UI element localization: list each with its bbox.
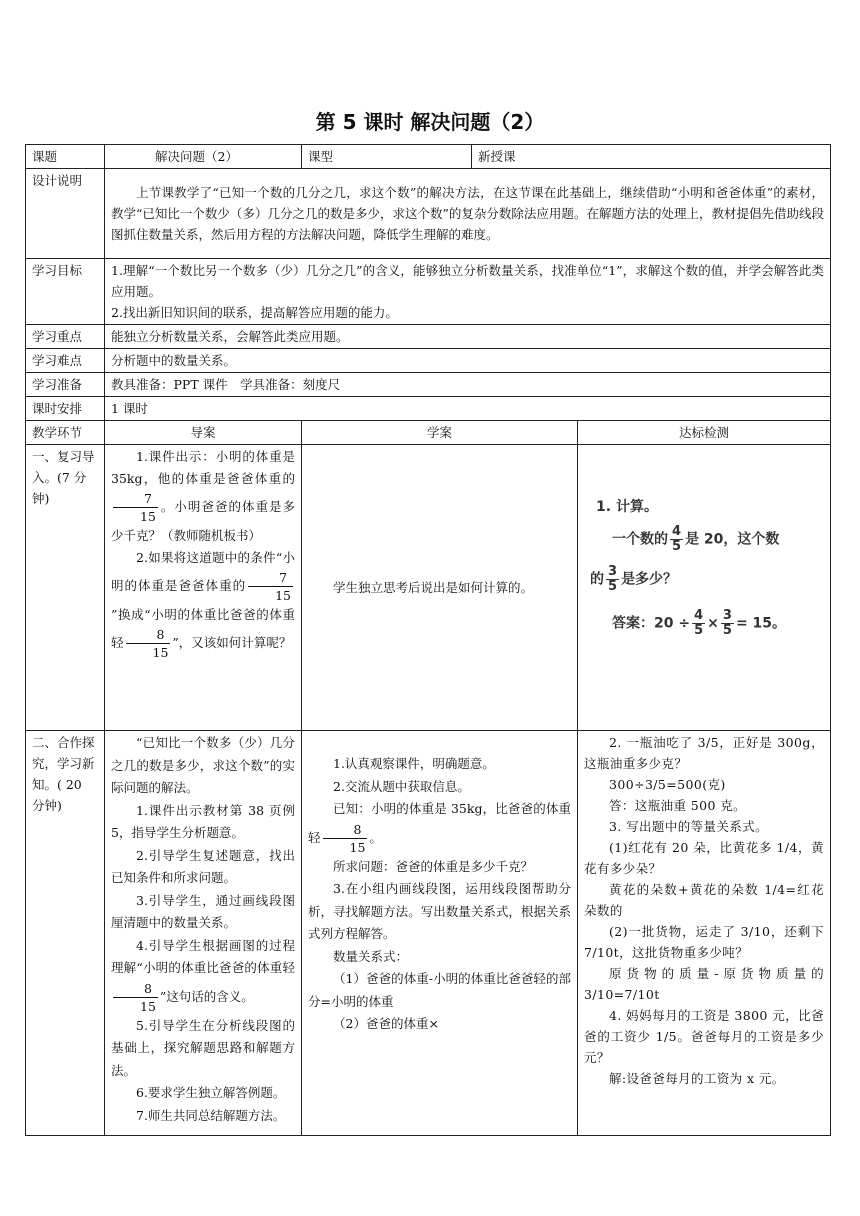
row-headers [26,421,831,445]
lesson-plan-table [25,144,831,1136]
explore-guide-3: 3.引导学生，通过画线段图厘清题中的数量关系。 [111,892,295,930]
time-value: 1 课时 [105,397,831,421]
fraction: $\frac{3}{5}$ [608,564,618,594]
goal-1: 1.理解“一个数比另一个数多（少）几分之几”的含义，能够独立分析数量关系，找准单位“1”，求解这个数的值，并学会解答此类应用题。 [111,263,825,299]
header-check: 达标检测 [578,421,831,445]
review-study: 学生独立思考后说出是如何计算的。 [333,580,534,595]
explore-study-4: 所求问题：爸爸的体重是多少千克？ [333,858,534,874]
key-value: 能独立分析数量关系，会解答此类应用题。 [105,325,831,349]
explore-check-8: 原货物的质量-原货物质量的 3/10=7/10t [584,966,825,1002]
explore-study-1: 1.认真观察课件，明确题意。 [333,756,495,771]
row-prep [26,373,831,397]
explore-guide-7: 7.师生共同总结解题方法。 [136,1107,286,1123]
explore-guide-5: 5.引导学生在分析线段图的基础上，探究解题思路和解题方法。 [111,1017,295,1078]
explore-study-2: 2.交流从题中获取信息。 [333,778,470,794]
fraction: $\frac{8}{15}$ [113,980,158,1015]
topic-label: 课题 [26,145,105,169]
design-label: 设计说明 [26,169,105,259]
explore-check-5: (1)红花有 20 朵，比黄花多 1/4，黄花有多少朵？ [584,840,825,876]
fraction: $\frac{4}{5}$ [672,524,682,554]
row-key [26,325,831,349]
time-label: 课时安排 [26,397,105,421]
explore-check-4: 3. 写出题中的等量关系式。 [609,819,769,834]
explore-check-2: 300÷3/5=500(克) [609,777,726,792]
fraction: $\frac{8}{15}$ [126,626,171,661]
explore-study-8: （2）爸爸的体重× [333,1016,439,1031]
explore-guide-4: 4.引导学生根据画图的过程理解“小明的体重比爸爸的体重轻 $\frac{8}{15}$ ”这句话的含义。 [111,937,295,1014]
explore-study-3: 已知：小明的体重是 35kg，比爸爸的体重轻 $\frac{8}{15}$ 。 [308,801,572,855]
difficulty-value: 分析题中的数量关系。 [105,349,831,373]
header-study: 学案 [302,421,578,445]
row-difficulty [26,349,831,373]
explore-study-5: 3.在小组内画线段图，运用线段图帮助分析，寻找解题方法。写出数量关系式，根据关系式列方程解答。 [308,881,572,941]
goal-2: 2.找出新旧知识间的联系，提高解答应用题的能力。 [111,305,398,320]
prep-value: 教具准备：PPT 课件 学具准备：刻度尺 [105,373,831,397]
explore-check-10: 解:设爸爸每月的工资为 x 元。 [609,1071,785,1086]
check-question-line1: 一个数的 $\frac{4}{5}$ 是 20，这个数 [612,524,780,554]
header-stage: 教学环节 [26,421,105,445]
review-guide-1: 1.课件出示：小明的体重是 35kg，他的体重是爸爸体重的 $\frac{7}{15}$ 。小明爸爸的体重是多少千克？（教师随机板书） [111,449,295,543]
type-value: 新授课 [472,145,831,169]
explore-check-7: (2)一批货物，运走了 3/10，还剩下 7/10t，这批货物重多少吨？ [584,924,825,960]
row-goals [26,259,831,325]
check-question-line2: 的 $\frac{3}{5}$ 是多少？ [590,564,678,594]
row-explore [26,731,831,1136]
explore-guide-6: 6.要求学生独立解答例题。 [136,1085,286,1100]
row-time [26,397,831,421]
prep-label: 学习准备 [26,373,105,397]
goal-label: 学习目标 [26,259,105,325]
review-guide-2: 2.如果将这道题中的条件“小明的体重是爸爸体重的 $\frac{7}{15}$ ”换成“小明的体重比爸爸的体重轻 $\frac{8}{15}$ ”，又该如何计算呢？ [111,550,295,660]
explore-study-7: （1）爸爸的体重-小明的体重比爸爸轻的部分=小明的体重 [308,971,572,1009]
explore-guide-2: 2.引导学生复述题意，找出已知条件和所求问题。 [111,847,295,885]
check-title: 1. 计算。 [596,499,658,515]
explore-guide-1: 1.课件出示教材第 38 页例 5，指导学生分析题意。 [111,802,295,840]
header-guide: 导案 [105,421,302,445]
check-answer: 答案：20 ÷ $\frac{4}{5}$ × $\frac{3}{5}$ = 15。 [612,608,787,638]
difficulty-label: 学习难点 [26,349,105,373]
explore-check-9: 4. 妈妈每月的工资是 3800 元，比爸爸的工资少 1/5。爸爸每月的工资是多少元？ [584,1008,825,1065]
row-review [26,445,831,731]
design-text: 上节课教学了“已知一个数的几分之几，求这个数”的解决方法，在这节课在此基础上，继续借助“小明和爸爸体重”的素材，教学“已知比一个数少（多）几分之几的数是多少，求这个数”的复杂分数除法应用题。在解题方法的处理上，教材提倡先借助线段图抓住数量关系，然后用方程的方法解决问题，降低学生理解的难度。 [111,185,825,242]
fraction: $\frac{3}{5}$ [722,608,732,638]
explore-guide-0: “已知比一个数多（少）几分之几的数是多少，求这个数”的实际问题的解法。 [111,735,295,795]
row-topic [26,145,831,169]
explore-check-6: 黄花的朵数+黄花的朵数 1/4=红花朵数的 [584,882,825,918]
review-check-image [578,445,830,730]
explore-check-1: 2. 一瓶油吃了 3/5，正好是 300g，这瓶油重多少克？ [584,735,825,771]
explore-study-6: 数量关系式： [333,948,409,964]
fraction: $\frac{8}{15}$ [323,821,368,856]
row-design [26,169,831,259]
page-title: 第 5 课时 解决问题（2） [315,110,545,134]
fraction: $\frac{7}{15}$ [113,490,158,525]
review-stage: 一、复习导入。(7 分钟) [26,445,105,731]
fraction: $\frac{7}{15}$ [248,569,293,604]
fraction: $\frac{4}{5}$ [694,608,704,638]
type-label: 课型 [302,145,472,169]
explore-stage: 二、合作探究，学习新知。( 20 分钟) [26,731,105,1136]
topic-value: 解决问题（2） [105,145,302,169]
key-label: 学习重点 [26,325,105,349]
explore-check-3: 答：这瓶油重 500 克。 [609,798,747,813]
